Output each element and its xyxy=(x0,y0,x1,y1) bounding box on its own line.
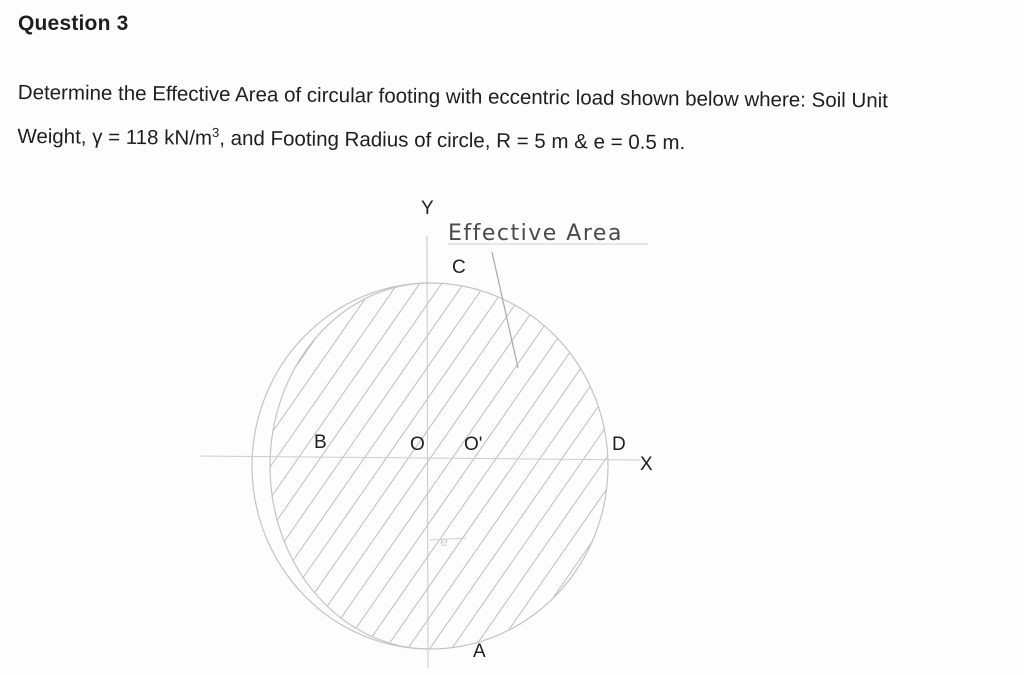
eccentricity-label: e xyxy=(440,535,448,550)
effective-area-boundary xyxy=(270,283,430,649)
problem-line-2-a: Weight, γ = 118 kN/m xyxy=(17,124,213,150)
y-axis xyxy=(427,236,428,668)
problem-line-1: Determine the Effective Area of circular footing with eccentric load shown below where: Soil Unit xyxy=(17,80,889,113)
axis-y-label: Y xyxy=(421,198,434,219)
question-title: Question 3 xyxy=(18,12,129,35)
effective-area-hatching xyxy=(42,240,802,675)
point-o-prime-label: O' xyxy=(464,434,483,455)
cubic-superscript: 3 xyxy=(212,124,220,140)
point-b-label: B xyxy=(314,432,327,453)
point-o-label: O xyxy=(410,434,425,455)
point-a-label: A xyxy=(473,641,486,662)
footing-circle xyxy=(252,283,608,649)
x-axis xyxy=(200,456,640,460)
point-d-label: D xyxy=(612,434,626,455)
eccentricity-dimension xyxy=(430,538,466,540)
axis-x-label: X xyxy=(640,454,653,475)
effective-area-annotation: Effective Area xyxy=(448,221,623,246)
problem-line-2-b: , and Footing Radius of circle, R = 5 m & e = 0.5 m. xyxy=(219,126,686,155)
point-c-label: C xyxy=(452,257,466,278)
